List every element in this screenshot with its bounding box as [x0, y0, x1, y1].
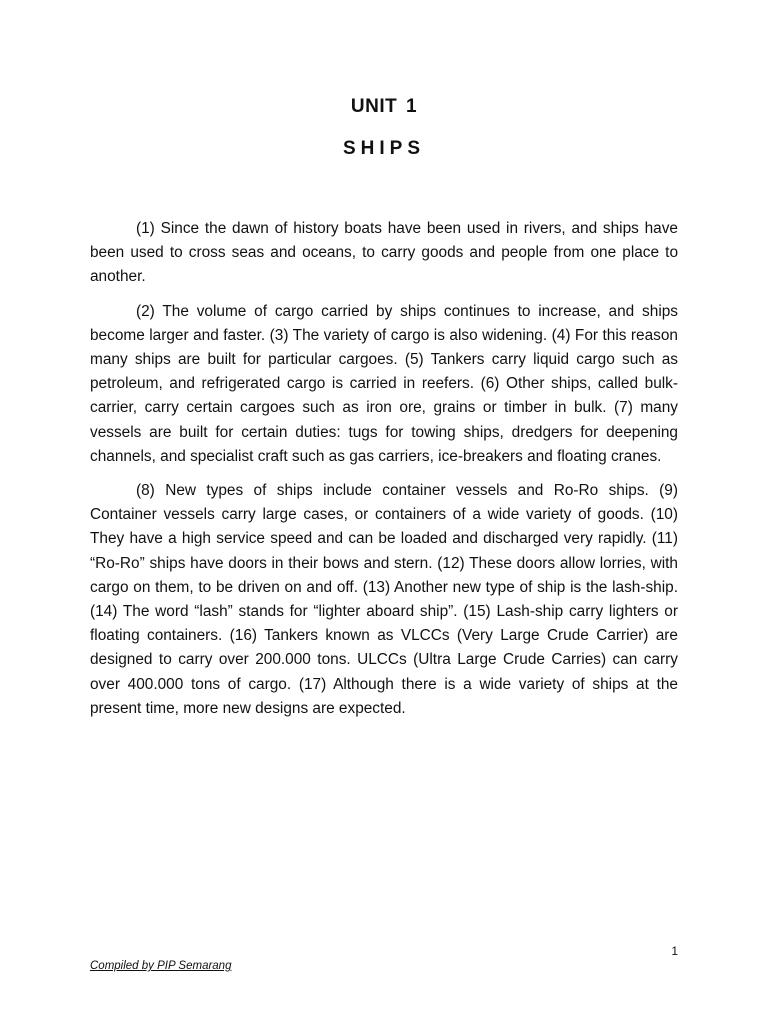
- body-text: [90, 217, 678, 731]
- unit-title: UNIT 1: [350, 96, 418, 117]
- unit-subtitle: SHIPS: [342, 138, 426, 159]
- paragraph: (2) The volume of cargo carried by ships continues to increase, and ships become larger and faster. (3) The variety of cargo is also widening. (4) For this reason many ships are built for particular cargoes. (5) Tankers carry liquid cargo such as petroleum, and refrigerated cargo is carried in reefers. (6) Other ships, called bulk-carrier, carry certain cargoes such as iron ore, grains or timber in bulk. (7) many vessels are built for certain duties: tugs for towing ships, dredgers for deepening channels, and specialist craft such as gas carriers, ice-breakers and floating cranes.: [90, 302, 678, 465]
- paragraph: (1) Since the dawn of history boats have been used in rivers, and ships have been used to cross seas and oceans, to carry goods and people from one place to another.: [90, 220, 678, 286]
- paragraph: (8) New types of ships include container vessels and Ro-Ro ships. (9) Container vessels carry large cases, or containers of a wide variety of goods. (10) They have a high service speed and can be loaded and discharged very rapidly. (11) “Ro-Ro” ships have doors in their bows and stern. (12) These doors allow lorries, with cargo on them, to be driven on and off. (13) Another new type of ship is the lash-ship. (14) The word “lash” stands for “lighter aboard ship”. (15) Lash-ship carry lighters or floating containers. (16) Tankers known as VLCCs (Very Large Crude Carrier) are designed to carry over 200.000 tons. ULCCs (Ultra Large Crude Carries) can carry over 400.000 tons of cargo. (17) Although there is a wide variety of ships at the present time, more new designs are expected.: [90, 482, 678, 717]
- page-number: 1: [671, 944, 678, 958]
- footer-credit: Compiled by PIP Semarang: [90, 960, 232, 972]
